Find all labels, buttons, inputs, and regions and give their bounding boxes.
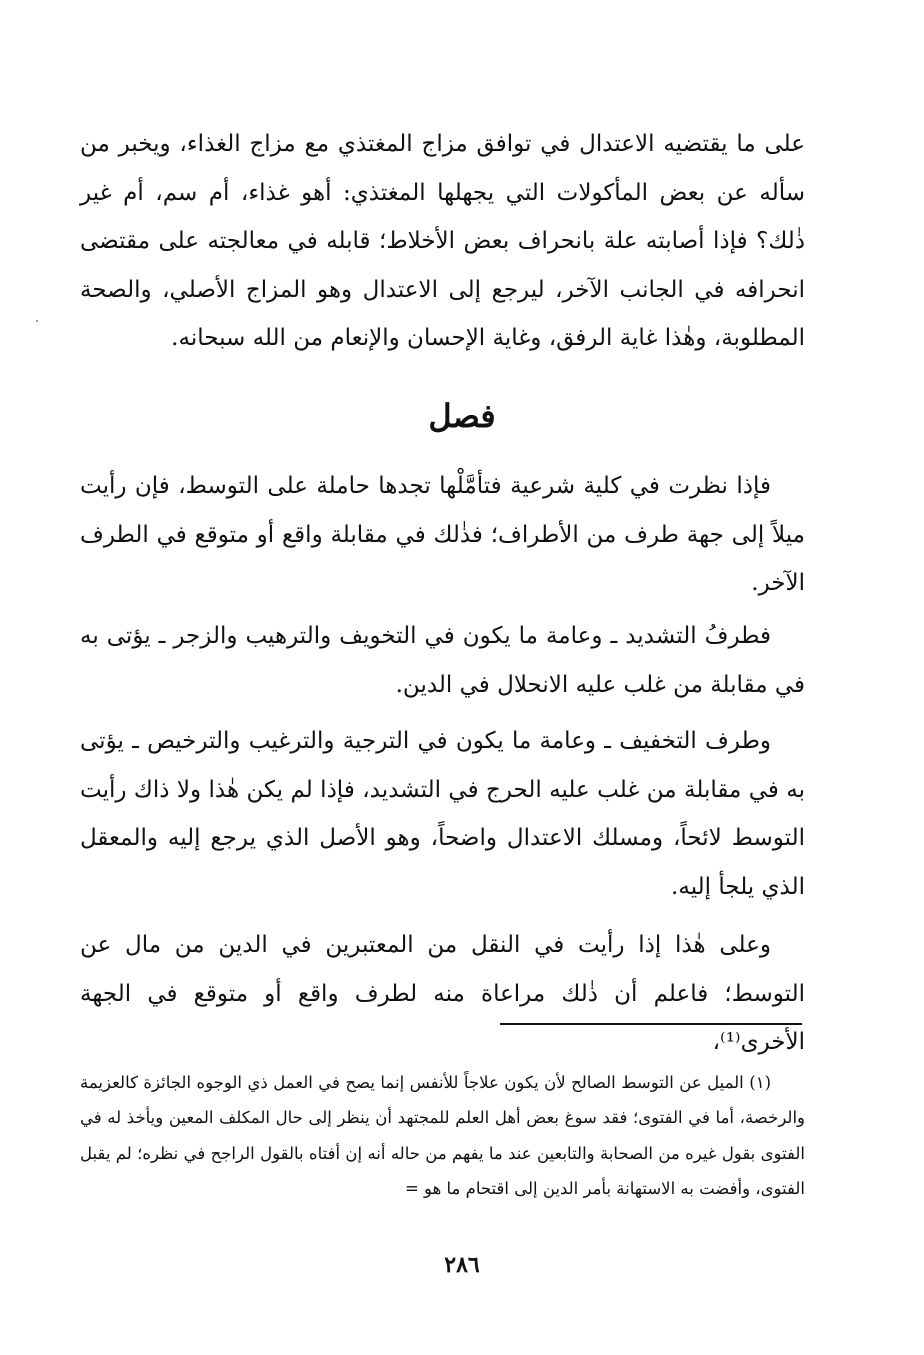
paragraph-continuation: على ما يقتضيه الاعتدال في توافق مزاج المغتذي مع مزاج الغذاء، ويخبر من سأله عن بعض المأكولات التي يجهلها المغتذي: أهو غذاء، أم سم، أم غير ذٰلك؟ فإذا أصابته علة بانحراف بعض الأخلاط؛ قابله في معالجته على مقتضى انحرافه في الجانب الآخر، ليرجع إلى الاعتدال وهو المزاج الأصلي، والصحة المطلوبة، وهٰذا غاية الرفق، وغاية الإحسان والإنعام من الله سبحانه. — [80, 131, 805, 351]
section-heading: فصل — [428, 397, 496, 435]
paragraph-1: فإذا نظرت في كلية شرعية فتأمَّلْها تجدها حاملة على التوسط، فإن رأيت ميلاً إلى جهة طرف من الأطراف؛ فذٰلك في مقابلة واقع أو متوقع في الطرف الآخر. — [80, 473, 805, 596]
paragraph-4: وعلى هٰذا إذا رأيت في النقل من المعتبرين في الدين من مال عن التوسط؛ فاعلم أن ذٰلك مراعاة منه لطرف واقع أو متوقع في الجهة الأخرى⁽¹⁾، — [80, 932, 805, 1055]
page-number: ٢٨٦ — [444, 1252, 480, 1278]
paragraph-3: وطرف التخفيف ـ وعامة ما يكون في الترجية والترغيب والترخيص ـ يؤتى به في مقابلة من غلب عليه الحرج في التشديد، فإذا لم يكن هٰذا ولا ذاك رأيت التوسط لائحاً، ومسلك الاعتدال واضحاً، وهو الأصل الذي يرجع إليه والمعقل الذي يلجأ إليه. — [80, 728, 805, 900]
footnote-separator — [500, 1023, 802, 1025]
scan-speck — [36, 320, 38, 322]
paragraph-2: فطرفُ التشديد ـ وعامة ما يكون في التخويف والترهيب والزجر ـ يؤتى به في مقابلة من غلب عليه الانحلال في الدين. — [80, 623, 805, 698]
footnote: (١) الميل عن التوسط الصالح لأن يكون علاجاً للأنفس إنما يصح في العمل ذي الوجوه الجائزة كالعزيمة والرخصة، أما في الفتوى؛ فقد سوغ بعض أهل العلم للمجتهد أن ينظر إلى حال المكلف المعين ويأخذ له في الفتوى بقول غيره من الصحابة والتابعين عند ما يفهم من حاله أنه إن أفتاه بالقول الراجح في نظره؛ لم يقبل الفتوى، وأفضت به الاستهانة بأمر الدين إلى اقتحام ما هو = — [80, 1072, 805, 1198]
